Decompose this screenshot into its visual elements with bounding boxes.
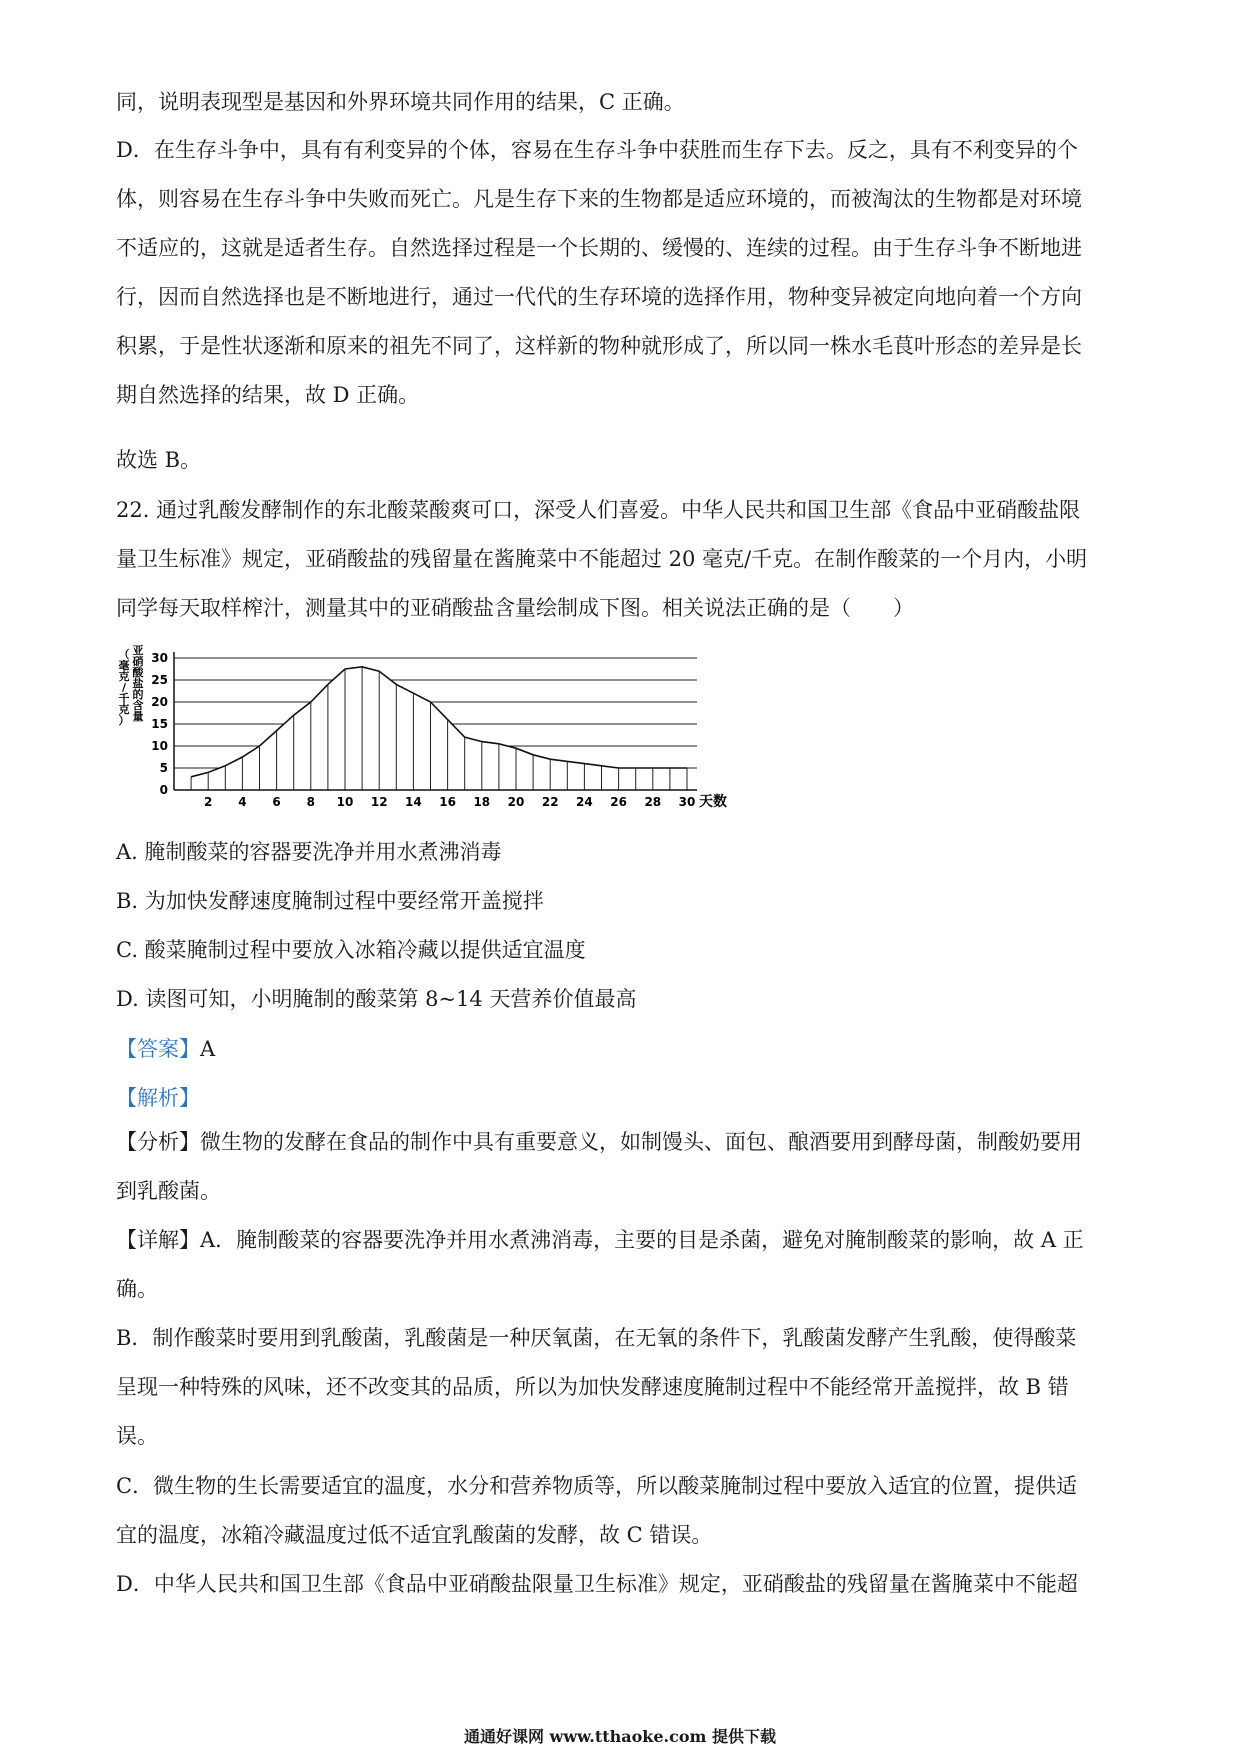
chart-x-axis-label: 天数 [699,794,727,810]
text-line: 积累，于是性状逐渐和原来的祖先不同了，这样新的物种就形成了，所以同一株水毛茛叶形态的差异是长 [116,334,1082,358]
answer-value: A [200,1037,216,1061]
y-tick-label: 25 [151,673,168,687]
text-line: C．微生物的生长需要适宜的温度，水分和营养物质等，所以酸菜腌制过程中要放入适宜的位置，提供适 [116,1474,1078,1498]
text-line: 误。 [116,1424,158,1448]
option-c: C. 酸菜腌制过程中要放入冰箱冷藏以提供适宜温度 [116,938,586,962]
analysis-fenxi [116,1118,1126,1216]
analysis-label: 【解析】 [116,1086,200,1110]
x-tick-label: 16 [439,795,456,809]
x-tick-label: 30 [678,795,696,809]
chart-x-ticks [204,795,695,809]
x-tick-label: 18 [473,795,491,809]
text-line: 不适应的，这就是适者生存。自然选择过程是一个长期的、缓慢的、连续的过程。由于生存斗争不断地进 [116,236,1082,260]
text-line: 22. 通过乳酸发酵制作的东北酸菜酸爽可口，深受人们喜爱。中华人民共和国卫生部《食品中亚硝酸盐限 [116,498,1081,522]
x-tick-label: 22 [541,795,559,809]
paragraph-choice-b [116,436,1126,485]
x-tick-label: 10 [336,795,354,809]
y-label-char: ） [118,714,130,727]
x-tick-label: 26 [610,795,627,809]
answer-label: 【答案】 [116,1037,200,1061]
series-area [191,667,687,790]
x-tick-label: 24 [576,795,593,809]
x-tick-label: 12 [370,795,388,809]
paragraph-prev-c [116,78,1126,127]
x-tick-label: 14 [405,795,422,809]
text-line: 呈现一种特殊的风味，还不改变其的品质，所以为加快发酵速度腌制过程中不能经常开盖搅拌，故 B 错 [116,1375,1069,1399]
text-line: 到乳酸菌。 [116,1179,221,1203]
paragraph-prev-d [116,126,1126,420]
analysis-detail-a [116,1216,1126,1314]
page-footer: 通通好课网 www.tthaoke.com 提供下载 [463,1727,777,1746]
y-label-char: 亚 [132,644,144,657]
y-label-char: 硝 [132,655,144,668]
y-tick-label: 15 [151,717,168,731]
answer-line [116,1033,215,1063]
text-line: 量卫生标准》规定，亚硝酸盐的残留量在酱腌菜中不能超过 20 毫克/千克。在制作酸菜的一个月内，小明 [116,547,1088,571]
text-line: D．中华人民共和国卫生部《食品中亚硝酸盐限量卫生标准》规定，亚硝酸盐的残留量在酱腌菜中不能超 [116,1572,1078,1596]
fenxi-text: 微生物的发酵在食品的制作中具有重要意义，如制馒头、面包、酿酒要用到酵母菌，制酸奶要用 [200,1130,1082,1154]
y-label-char: 千 [118,692,130,705]
y-tick-label: 10 [151,739,168,753]
question-22-stem [116,486,1126,633]
fenxi-label: 【分析】 [116,1130,200,1154]
option-b: B. 为加快发酵速度腌制过程中要经常开盖搅拌 [116,889,544,913]
analysis-detail-d [116,1560,1126,1609]
nitrite-chart [112,640,732,818]
text-line: 宜的温度，冰箱冷藏温度过低不适宜乳酸菌的发酵，故 C 错误。 [116,1523,713,1547]
text-line: D．在生存斗争中，具有有利变异的个体，容易在生存斗争中获胜而生存下去。反之，具有不利变异的个 [116,138,1078,162]
option-d: D. 读图可知，小明腌制的酸菜第 8~14 天营养价值最高 [116,987,637,1011]
text-line: 确。 [116,1277,158,1301]
chart-y-ticks [151,651,168,797]
analysis-heading [116,1082,200,1112]
x-tick-label: 28 [644,795,662,809]
y-tick-label: 0 [159,783,168,797]
y-label-char: 的 [132,688,144,701]
x-tick-label: 4 [238,795,247,809]
x-tick-label: 20 [507,795,525,809]
text-line [116,1118,1126,1167]
text-line: 体，则容易在生存斗争中失败而死亡。凡是生存下来的生物都是适应环境的，而被淘汰的生物都是对环境 [116,187,1082,211]
detail-label: 【详解】 [116,1228,200,1252]
option-a: A. 腌制酸菜的容器要洗净并用水煮沸消毒 [116,840,502,864]
text-line [116,1216,1126,1265]
x-tick-label: 8 [306,795,315,809]
chart-area-group [191,667,687,790]
analysis-detail-c [116,1462,1126,1560]
y-label-char: 酸 [132,666,144,679]
text-line: 故选 B。 [116,448,202,472]
x-tick-label: 6 [272,795,281,809]
text-line: 期自然选择的结果，故 D 正确。 [116,383,420,407]
text-line: 行，因而自然选择也是不断地进行，通过一代代的生存环境的选择作用，物种变异被定向地向着一个方向 [116,285,1082,309]
text-line: 同，说明表现型是基因和外界环境共同作用的结果，C 正确。 [116,90,685,114]
y-label-char: （ [118,648,130,661]
y-label-char: 克 [118,670,130,683]
y-label-char: 毫 [118,659,130,672]
y-label-char: 盐 [132,677,144,690]
detail-text: A．腌制酸菜的容器要洗净并用水煮沸消毒，主要的目是杀菌，避免对腌制酸菜的影响，故 A 正 [200,1228,1084,1252]
y-tick-label: 30 [151,651,168,665]
nitrite-chart-svg [112,640,732,818]
y-label-char: 含 [132,699,144,712]
text-line: 同学每天取样榨汁，测量其中的亚硝酸盐含量绘制成下图。相关说法正确的是（ ） [116,596,914,620]
y-label-char: 量 [132,710,144,723]
y-tick-label: 5 [159,761,168,775]
x-tick-label: 2 [204,795,213,809]
y-label-char: 克 [118,703,130,716]
text-line: B．制作酸菜时要用到乳酸菌，乳酸菌是一种厌氧菌，在无氧的条件下，乳酸菌发酵产生乳酸，使得酸菜 [116,1326,1077,1350]
y-label-char: / [121,681,127,694]
y-tick-label: 20 [151,695,168,709]
analysis-detail-b [116,1314,1126,1461]
